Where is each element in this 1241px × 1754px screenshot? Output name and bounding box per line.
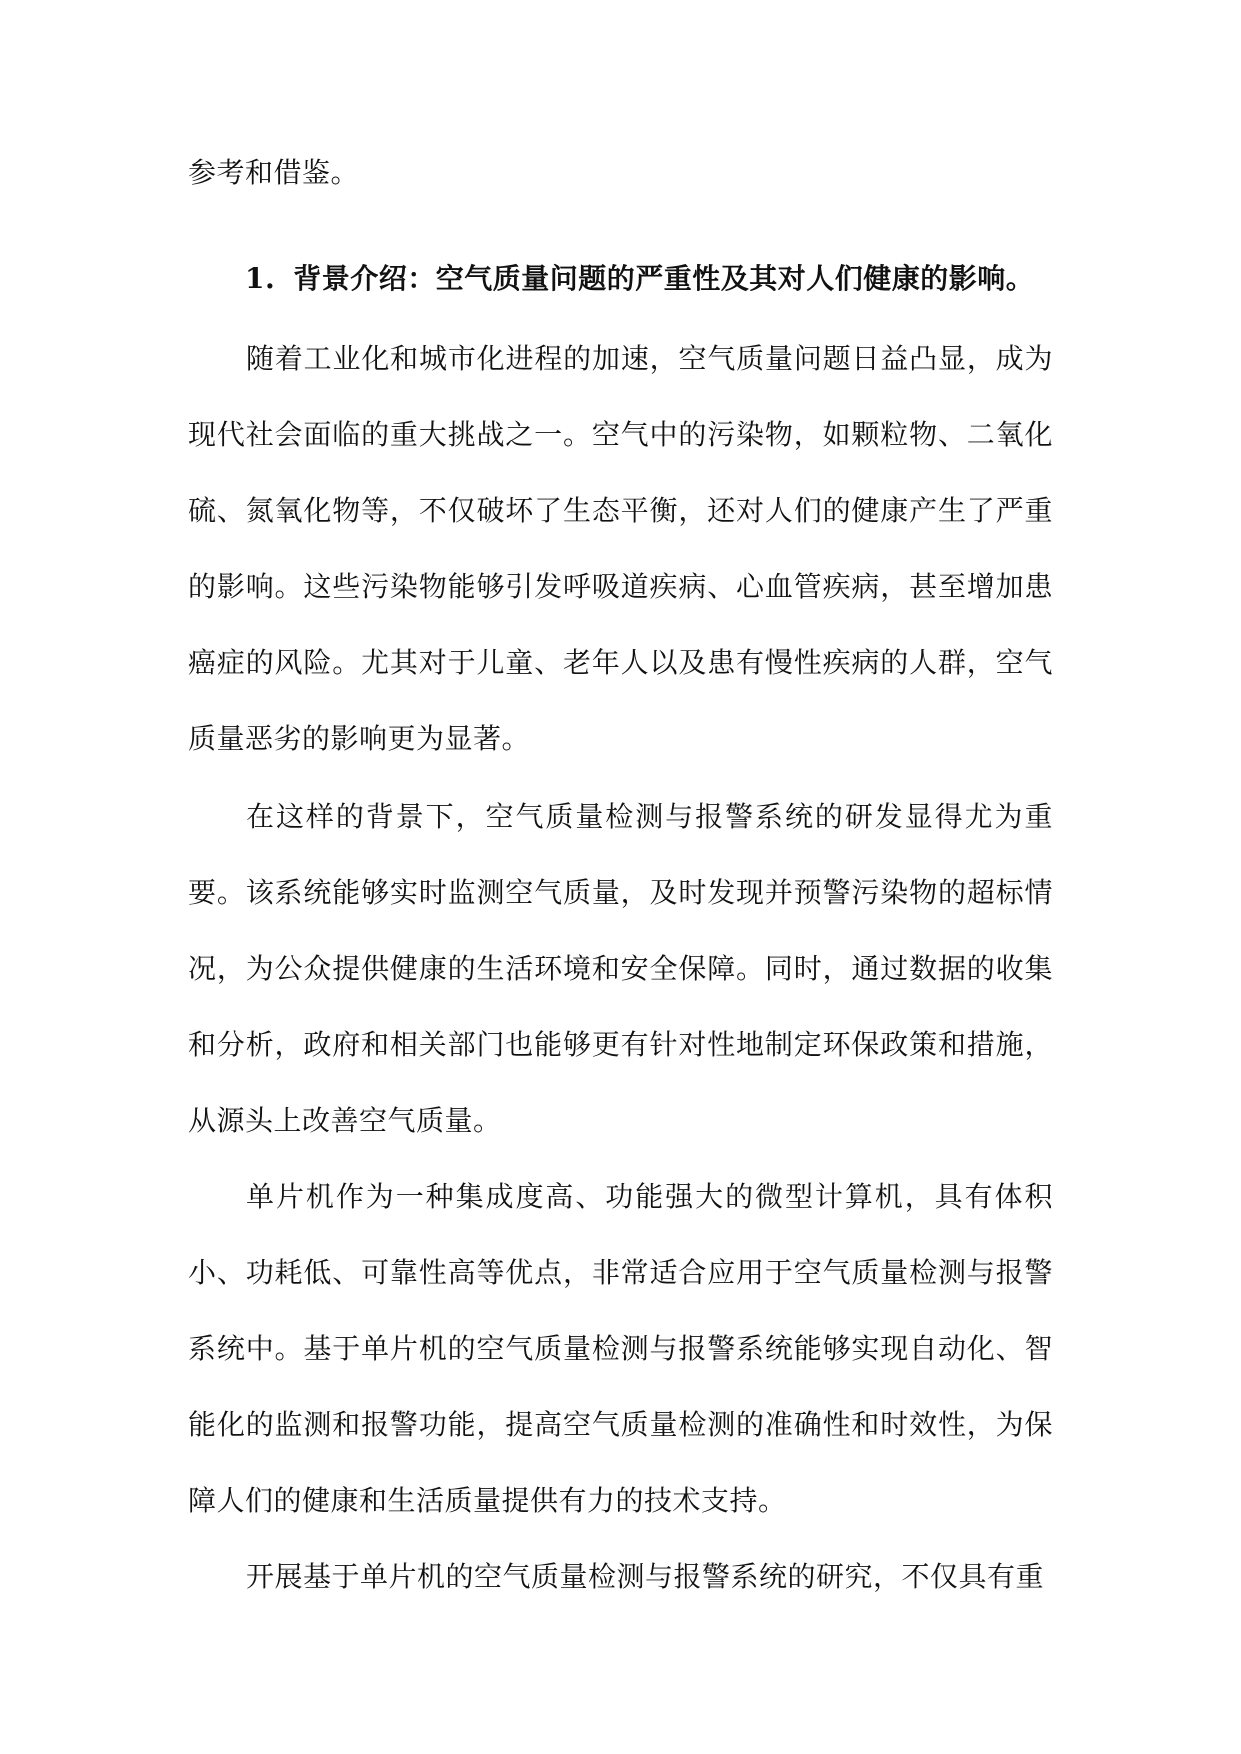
carryover-text: 参考和借鉴。	[188, 156, 360, 189]
paragraph-microcontroller-advantages: 单片机作为一种集成度高、功能强大的微型计算机，具有体积小、功耗低、可靠性高等优点，非常适合应用于空气质量检测与报警系统中。基于单片机的空气质量检测与报警系统能够实现自动化、智能化的监测和报警功能，提高空气质量检测的准确性和时效性，为保障人们的健康和生活质量提供有力的技术支持。	[188, 1180, 1053, 1517]
section-title: 背景介绍：空气质量问题的严重性及其对人们健康的影响。	[293, 262, 1035, 295]
paragraph-system-importance: 在这样的背景下，空气质量检测与报警系统的研发显得尤为重要。该系统能够实时监测空气质量，及时发现并预警污染物的超标情况，为公众提供健康的生活环境和安全保障。同时，通过数据的收集和分析，政府和相关部门也能够更有针对性地制定环保政策和措施，从源头上改善空气质量。	[188, 800, 1053, 1137]
section-heading	[188, 255, 1053, 303]
paragraph-background-air-quality: 随着工业化和城市化进程的加速，空气质量问题日益凸显，成为现代社会面临的重大挑战之一。空气中的污染物，如颗粒物、二氧化硫、氮氧化物等，不仅破坏了生态平衡，还对人们的健康产生了严重的影响。这些污染物能够引发呼吸道疾病、心血管疾病，甚至增加患癌症的风险。尤其对于儿童、老年人以及患有慢性疾病的人群，空气质量恶劣的影响更为显著。	[188, 342, 1053, 755]
paragraph-research-significance: 开展基于单片机的空气质量检测与报警系统的研究，不仅具有重	[246, 1560, 1045, 1593]
section-number: 1.	[245, 262, 276, 295]
